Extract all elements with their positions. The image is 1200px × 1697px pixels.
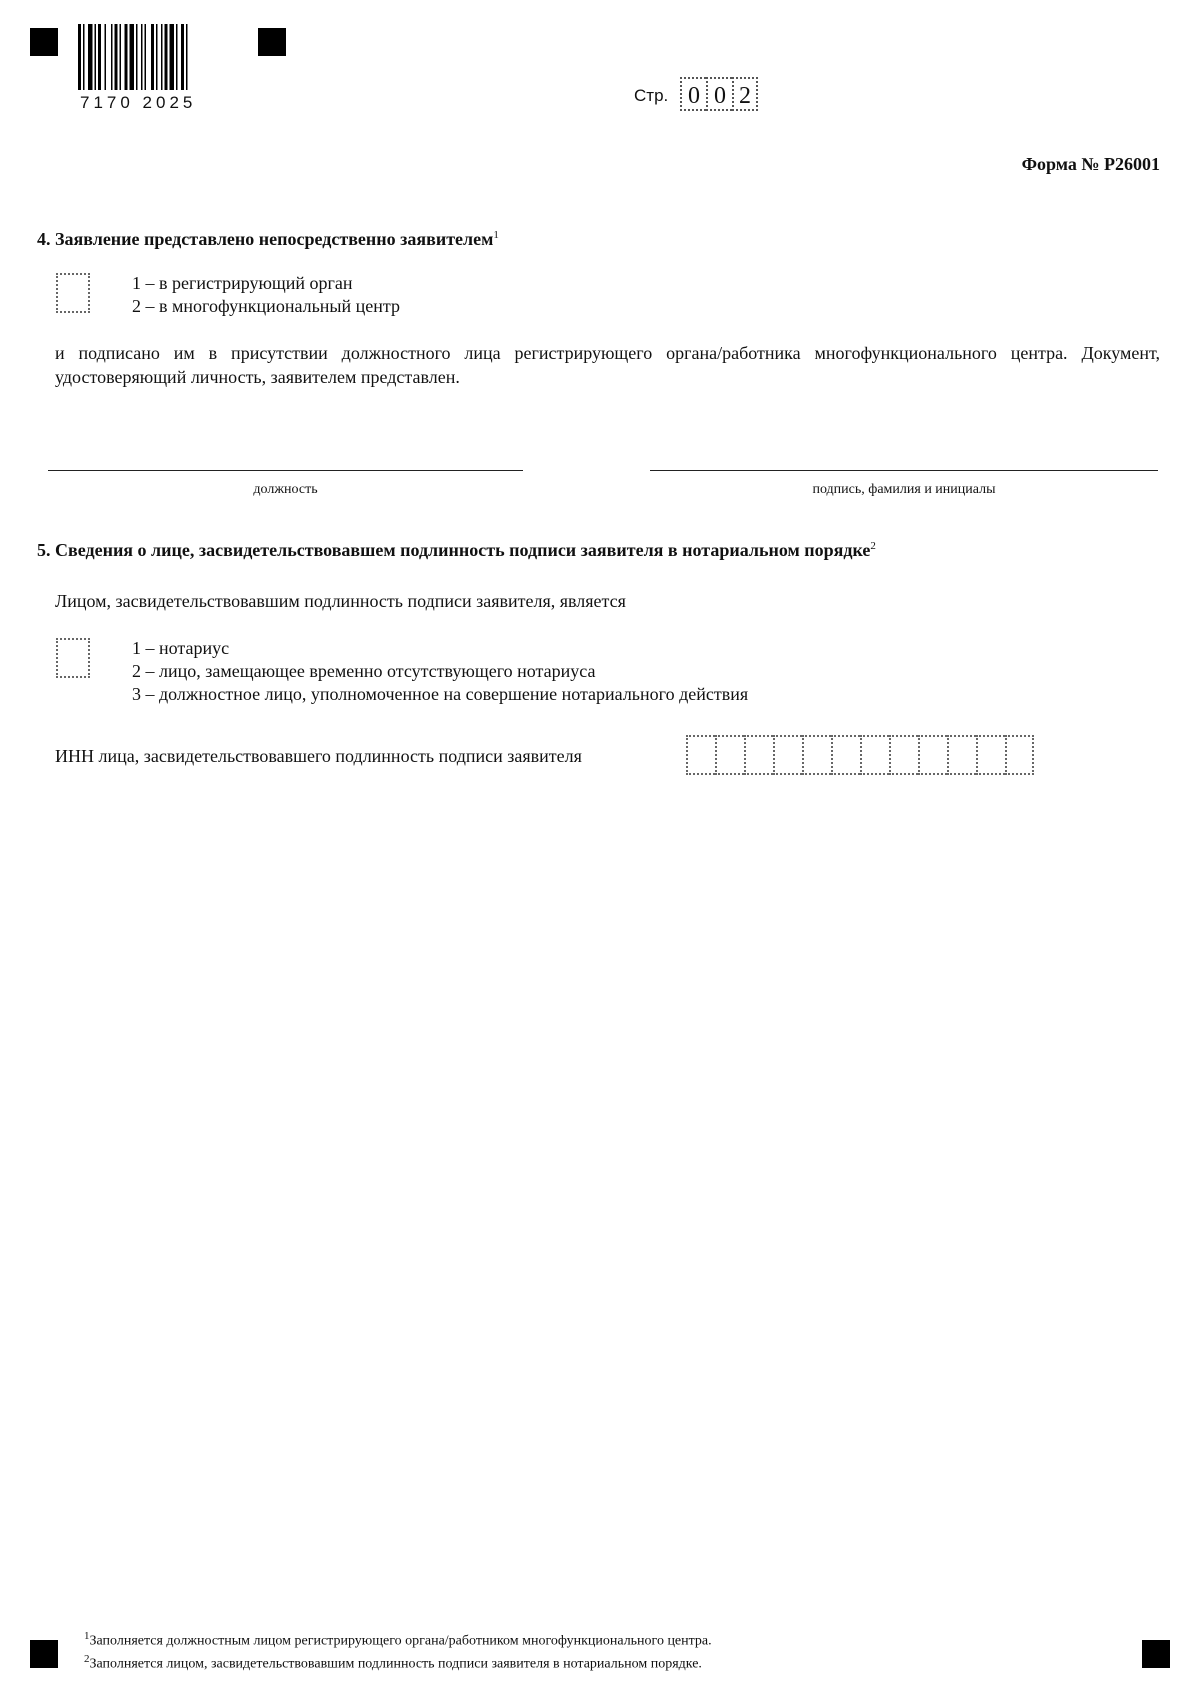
section-5-checkbox[interactable]	[56, 638, 90, 678]
page-digit: 2	[732, 77, 758, 111]
section-4-option: 1 – в регистрирующий орган	[132, 273, 353, 293]
section-5-option: 3 – должностное лицо, уполномоченное на совершение нотариального действия	[132, 684, 749, 704]
page-digit: 0	[706, 77, 732, 111]
inn-digit-cell[interactable]	[860, 735, 889, 775]
page-digit: 0	[680, 77, 706, 111]
section-5-option: 2 – лицо, замещающее временно отсутствующего нотариуса	[132, 661, 596, 681]
footnote-mark: 1	[84, 1630, 90, 1642]
corner-marker-top-right	[258, 28, 286, 56]
section-4-option: 2 – в многофункциональный центр	[132, 296, 400, 316]
barcode-number: 7170 2025	[80, 93, 197, 112]
corner-marker-top-left	[30, 28, 58, 56]
inn-digit-cell[interactable]	[686, 735, 715, 775]
signature-line[interactable]	[650, 470, 1158, 471]
page-number-cells	[680, 77, 758, 111]
footnote	[84, 1653, 702, 1673]
inn-label: ИНН лица, засвидетельствовавшего подлинность подписи заявителя	[55, 746, 582, 766]
section-4-title	[37, 229, 499, 250]
inn-digit-cell[interactable]	[744, 735, 773, 775]
page-label: Стр.	[634, 86, 669, 105]
form-number: Форма № Р26001	[1021, 154, 1160, 174]
footnote-ref: 1	[493, 229, 499, 241]
inn-digit-cell[interactable]	[889, 735, 918, 775]
section-4-title-text: 4. Заявление представлено непосредственно заявителем	[37, 229, 494, 249]
section-5-option: 1 – нотариус	[132, 638, 230, 658]
inn-digit-cell[interactable]	[773, 735, 802, 775]
position-line[interactable]	[48, 470, 523, 471]
footnote-mark: 2	[84, 1653, 90, 1665]
section-5-title	[37, 540, 876, 561]
inn-digit-cell[interactable]	[947, 735, 976, 775]
inn-digit-cell[interactable]	[976, 735, 1005, 775]
signature-label: подпись, фамилия и инициалы	[812, 482, 996, 497]
inn-digit-cell[interactable]	[831, 735, 860, 775]
section-4-paragraph: и подписано им в присутствии должностного лица регистрирующего органа/работника многофункционального центра. Документ, удостоверяющий личность, заявителем представлен.	[55, 343, 1160, 387]
position-label: должность	[253, 482, 318, 497]
footnote-text: Заполняется должностным лицом регистрирующего органа/работником многофункционального центра.	[89, 1633, 712, 1649]
section-5-title-text: 5. Сведения о лице, засвидетельствовавшем подлинность подписи заявителя в нотариальном порядке	[37, 540, 871, 560]
inn-digit-cell[interactable]	[802, 735, 831, 775]
inn-digit-cell[interactable]	[918, 735, 947, 775]
inn-digit-cell[interactable]	[1005, 735, 1034, 775]
inn-digit-cell[interactable]	[715, 735, 744, 775]
corner-marker-bottom-left	[30, 1640, 58, 1668]
footnote-text: Заполняется лицом, засвидетельствовавшим подлинность подписи заявителя в нотариальном порядке.	[89, 1656, 702, 1672]
footnote-ref: 2	[870, 540, 876, 552]
section-5-intro: Лицом, засвидетельствовавшим подлинность подписи заявителя, является	[55, 591, 626, 611]
corner-marker-bottom-right	[1142, 1640, 1170, 1668]
barcode	[78, 24, 238, 90]
footnote	[84, 1630, 712, 1650]
inn-field[interactable]	[686, 735, 1034, 775]
section-4-checkbox[interactable]	[56, 273, 90, 313]
